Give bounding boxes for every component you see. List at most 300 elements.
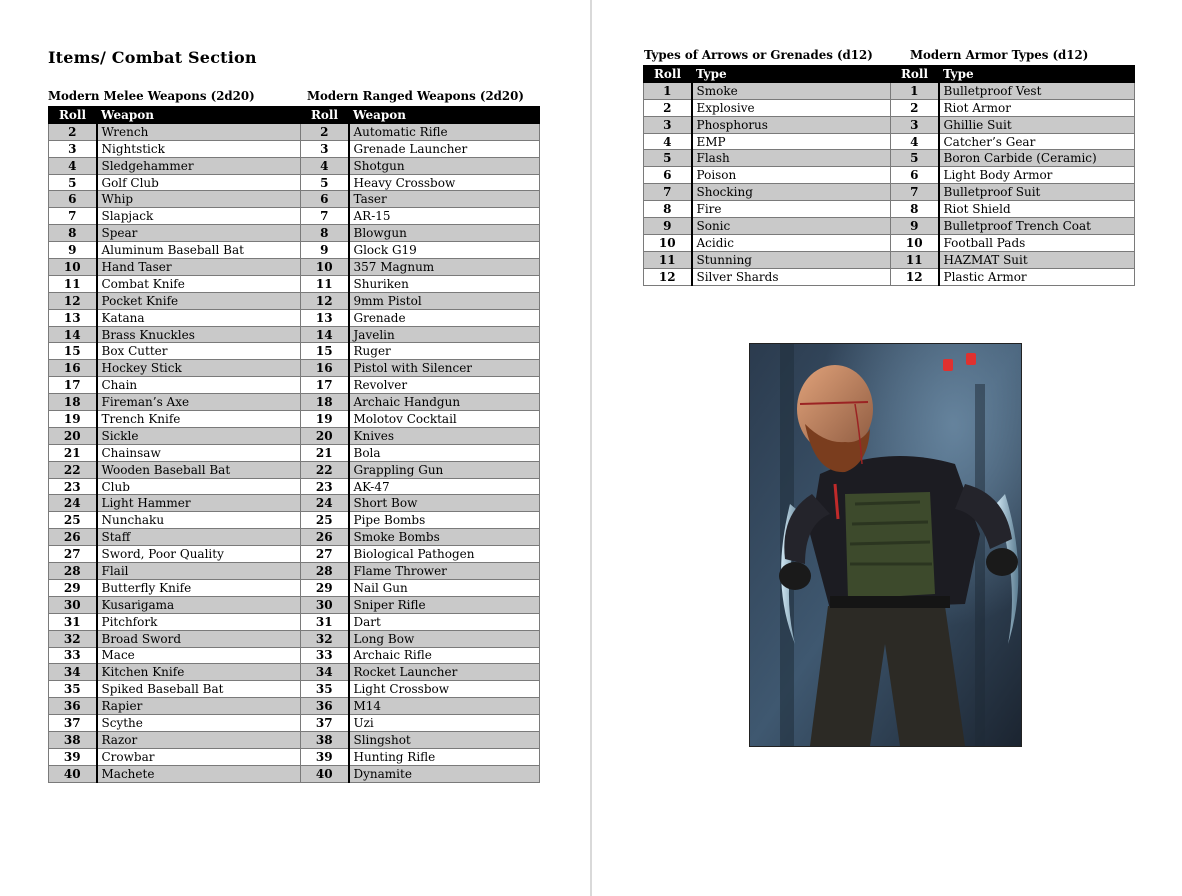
roll-cell: 11 <box>49 275 97 292</box>
table-row <box>301 411 540 428</box>
roll-cell: 31 <box>301 613 349 630</box>
roll-cell: 28 <box>301 563 349 580</box>
table-row <box>49 563 301 580</box>
table-row <box>49 478 301 495</box>
header-roll: Roll <box>891 66 939 83</box>
roll-cell: 15 <box>49 343 97 360</box>
roll-cell: 18 <box>301 394 349 411</box>
item-cell: EMP <box>692 133 891 150</box>
table-row <box>301 647 540 664</box>
roll-cell: 2 <box>49 123 97 140</box>
roll-cell: 4 <box>891 133 939 150</box>
table-row <box>301 444 540 461</box>
item-cell: Dynamite <box>349 765 540 782</box>
roll-cell: 15 <box>301 343 349 360</box>
table-row <box>644 150 891 167</box>
table-row <box>49 292 301 309</box>
roll-cell: 32 <box>49 630 97 647</box>
item-cell: Light Crossbow <box>349 681 540 698</box>
item-cell: Automatic Rifle <box>349 123 540 140</box>
item-cell: Archaic Handgun <box>349 394 540 411</box>
item-cell: Biological Pathogen <box>349 546 540 563</box>
roll-cell: 29 <box>49 579 97 596</box>
table-row <box>644 234 891 251</box>
roll-cell: 23 <box>49 478 97 495</box>
header-name: Type <box>939 66 1135 83</box>
roll-cell: 38 <box>301 731 349 748</box>
item-cell: Stunning <box>692 251 891 268</box>
item-cell: Bulletproof Trench Coat <box>939 218 1135 235</box>
section-title: Items/ Combat Section <box>48 48 257 67</box>
roll-cell: 7 <box>891 184 939 201</box>
item-cell: M14 <box>349 698 540 715</box>
item-cell: Aluminum Baseball Bat <box>97 242 301 259</box>
roll-cell: 31 <box>49 613 97 630</box>
item-cell: Ruger <box>349 343 540 360</box>
roll-cell: 25 <box>301 512 349 529</box>
table-row <box>644 167 891 184</box>
table-row <box>301 596 540 613</box>
table-row <box>49 427 301 444</box>
table-row <box>891 251 1135 268</box>
roll-cell: 26 <box>301 529 349 546</box>
roll-cell: 5 <box>891 150 939 167</box>
roll-cell: 5 <box>301 174 349 191</box>
item-cell: Flash <box>692 150 891 167</box>
table-row <box>49 275 301 292</box>
roll-cell: 33 <box>49 647 97 664</box>
roll-cell: 17 <box>49 377 97 394</box>
item-cell: Long Bow <box>349 630 540 647</box>
item-cell: Molotov Cocktail <box>349 411 540 428</box>
item-cell: Sledgehammer <box>97 157 301 174</box>
item-cell: 9mm Pistol <box>349 292 540 309</box>
table-row <box>301 546 540 563</box>
roll-cell: 20 <box>301 427 349 444</box>
roll-cell: 24 <box>49 495 97 512</box>
table-row <box>49 748 301 765</box>
item-cell: Crowbar <box>97 748 301 765</box>
table-row <box>49 411 301 428</box>
item-cell: Whip <box>97 191 301 208</box>
roll-cell: 33 <box>301 647 349 664</box>
table-header-row <box>644 66 891 83</box>
item-cell: Pitchfork <box>97 613 301 630</box>
table-row <box>49 444 301 461</box>
item-cell: Spear <box>97 225 301 242</box>
roll-cell: 22 <box>301 461 349 478</box>
roll-cell: 7 <box>644 184 692 201</box>
table-row <box>301 225 540 242</box>
roll-cell: 12 <box>644 268 692 285</box>
table-row <box>49 613 301 630</box>
item-cell: Grappling Gun <box>349 461 540 478</box>
table-row <box>49 664 301 681</box>
item-cell: Sickle <box>97 427 301 444</box>
table-header-row <box>301 107 540 124</box>
table-row <box>301 715 540 732</box>
roll-cell: 27 <box>49 546 97 563</box>
item-cell: Light Hammer <box>97 495 301 512</box>
table-row <box>49 461 301 478</box>
item-cell: Flail <box>97 563 301 580</box>
roll-cell: 6 <box>301 191 349 208</box>
table-row <box>301 681 540 698</box>
item-cell: AR-15 <box>349 208 540 225</box>
item-cell: Heavy Crossbow <box>349 174 540 191</box>
table-row <box>49 731 301 748</box>
table-row <box>301 242 540 259</box>
roll-cell: 12 <box>49 292 97 309</box>
table-row <box>49 123 301 140</box>
roll-cell: 8 <box>891 201 939 218</box>
item-cell: Grenade Launcher <box>349 140 540 157</box>
table-row <box>301 259 540 276</box>
table-row <box>301 698 540 715</box>
roll-cell: 10 <box>301 259 349 276</box>
roll-cell: 10 <box>891 234 939 251</box>
item-cell: Shuriken <box>349 275 540 292</box>
item-cell: Kusarigama <box>97 596 301 613</box>
table-row <box>301 748 540 765</box>
roll-cell: 2 <box>891 99 939 116</box>
roll-cell: 9 <box>301 242 349 259</box>
table-row <box>891 167 1135 184</box>
table-row <box>301 512 540 529</box>
roll-cell: 12 <box>301 292 349 309</box>
roll-cell: 32 <box>301 630 349 647</box>
table-row <box>301 191 540 208</box>
header-roll: Roll <box>301 107 349 124</box>
roll-cell: 36 <box>49 698 97 715</box>
table-row <box>891 184 1135 201</box>
arrows-table-heading: Types of Arrows or Grenades (d12) <box>644 48 873 62</box>
roll-cell: 10 <box>644 234 692 251</box>
roll-cell: 9 <box>891 218 939 235</box>
item-cell: Ghillie Suit <box>939 116 1135 133</box>
table-row <box>891 99 1135 116</box>
item-cell: Hand Taser <box>97 259 301 276</box>
item-cell: Wooden Baseball Bat <box>97 461 301 478</box>
roll-cell: 19 <box>301 411 349 428</box>
table-row <box>891 116 1135 133</box>
table-row <box>644 251 891 268</box>
table-row <box>301 292 540 309</box>
item-cell: Acidic <box>692 234 891 251</box>
item-cell: Rapier <box>97 698 301 715</box>
table-row <box>49 630 301 647</box>
item-cell: Taser <box>349 191 540 208</box>
item-cell: Revolver <box>349 377 540 394</box>
table-row <box>301 664 540 681</box>
table-row <box>644 116 891 133</box>
roll-cell: 21 <box>49 444 97 461</box>
table-row <box>644 82 891 99</box>
table-row <box>301 123 540 140</box>
item-cell: Light Body Armor <box>939 167 1135 184</box>
item-cell: AK-47 <box>349 478 540 495</box>
item-cell: Shotgun <box>349 157 540 174</box>
item-cell: Bola <box>349 444 540 461</box>
roll-cell: 22 <box>49 461 97 478</box>
melee-table-heading: Modern Melee Weapons (2d20) <box>48 89 255 103</box>
table-row <box>891 201 1135 218</box>
table-row <box>49 343 301 360</box>
table-row <box>301 174 540 191</box>
table-row <box>301 309 540 326</box>
item-cell: Silver Shards <box>692 268 891 285</box>
table-row <box>891 268 1135 285</box>
roll-cell: 30 <box>301 596 349 613</box>
item-cell: Pocket Knife <box>97 292 301 309</box>
roll-cell: 13 <box>49 309 97 326</box>
item-cell: Pistol with Silencer <box>349 360 540 377</box>
table-row <box>49 259 301 276</box>
table-row <box>301 343 540 360</box>
item-cell: Explosive <box>692 99 891 116</box>
roll-cell: 2 <box>301 123 349 140</box>
roll-cell: 3 <box>891 116 939 133</box>
table-row <box>301 765 540 782</box>
item-cell: Machete <box>97 765 301 782</box>
item-cell: Butterfly Knife <box>97 579 301 596</box>
item-cell: Riot Armor <box>939 99 1135 116</box>
table-row <box>49 326 301 343</box>
roll-cell: 28 <box>49 563 97 580</box>
item-cell: Nightstick <box>97 140 301 157</box>
table-row <box>644 99 891 116</box>
table-row <box>301 157 540 174</box>
roll-cell: 7 <box>49 208 97 225</box>
roll-cell: 6 <box>49 191 97 208</box>
roll-cell: 8 <box>644 201 692 218</box>
item-cell: Smoke <box>692 82 891 99</box>
table-row <box>49 140 301 157</box>
item-cell: Sniper Rifle <box>349 596 540 613</box>
item-cell: Grenade <box>349 309 540 326</box>
roll-cell: 12 <box>891 268 939 285</box>
table-row <box>301 495 540 512</box>
roll-cell: 14 <box>301 326 349 343</box>
table-row <box>301 613 540 630</box>
roll-cell: 19 <box>49 411 97 428</box>
table-row <box>301 394 540 411</box>
table-row <box>301 377 540 394</box>
roll-cell: 35 <box>49 681 97 698</box>
table-row <box>301 563 540 580</box>
table-row <box>301 731 540 748</box>
roll-cell: 27 <box>301 546 349 563</box>
table-header-row <box>891 66 1135 83</box>
item-cell: Brass Knuckles <box>97 326 301 343</box>
roll-cell: 5 <box>49 174 97 191</box>
table-row <box>301 478 540 495</box>
roll-cell: 16 <box>301 360 349 377</box>
roll-cell: 26 <box>49 529 97 546</box>
item-cell: 357 Magnum <box>349 259 540 276</box>
roll-cell: 40 <box>301 765 349 782</box>
table-row <box>49 715 301 732</box>
table-row <box>49 191 301 208</box>
melee-weapons-table <box>48 106 301 783</box>
table-row <box>301 275 540 292</box>
roll-cell: 9 <box>644 218 692 235</box>
item-cell: Sonic <box>692 218 891 235</box>
item-cell: Nail Gun <box>349 579 540 596</box>
ranged-table-heading: Modern Ranged Weapons (2d20) <box>307 89 524 103</box>
item-cell: Golf Club <box>97 174 301 191</box>
table-row <box>891 150 1135 167</box>
roll-cell: 8 <box>301 225 349 242</box>
table-row <box>49 495 301 512</box>
item-cell: Catcher’s Gear <box>939 133 1135 150</box>
item-cell: Poison <box>692 167 891 184</box>
table-row <box>644 268 891 285</box>
table-row <box>891 218 1135 235</box>
table-row <box>49 309 301 326</box>
roll-cell: 11 <box>891 251 939 268</box>
item-cell: Plastic Armor <box>939 268 1135 285</box>
item-cell: Katana <box>97 309 301 326</box>
roll-cell: 1 <box>891 82 939 99</box>
roll-cell: 13 <box>301 309 349 326</box>
roll-cell: 17 <box>301 377 349 394</box>
item-cell: Knives <box>349 427 540 444</box>
item-cell: Football Pads <box>939 234 1135 251</box>
table-row <box>49 208 301 225</box>
table-row <box>49 157 301 174</box>
item-cell: Blowgun <box>349 225 540 242</box>
roll-cell: 8 <box>49 225 97 242</box>
roll-cell: 14 <box>49 326 97 343</box>
item-cell: Javelin <box>349 326 540 343</box>
item-cell: Nunchaku <box>97 512 301 529</box>
roll-cell: 34 <box>49 664 97 681</box>
item-cell: Razor <box>97 731 301 748</box>
table-row <box>49 242 301 259</box>
roll-cell: 38 <box>49 731 97 748</box>
arrows-grenades-table <box>643 65 891 286</box>
table-row <box>644 201 891 218</box>
roll-cell: 6 <box>644 167 692 184</box>
roll-cell: 18 <box>49 394 97 411</box>
roll-cell: 10 <box>49 259 97 276</box>
header-name: Weapon <box>349 107 540 124</box>
item-cell: Spiked Baseball Bat <box>97 681 301 698</box>
roll-cell: 20 <box>49 427 97 444</box>
table-row <box>49 698 301 715</box>
item-cell: Rocket Launcher <box>349 664 540 681</box>
item-cell: Riot Shield <box>939 201 1135 218</box>
roll-cell: 25 <box>49 512 97 529</box>
item-cell: Staff <box>97 529 301 546</box>
item-cell: Short Bow <box>349 495 540 512</box>
table-row <box>49 579 301 596</box>
table-header-row <box>49 107 301 124</box>
roll-cell: 4 <box>49 157 97 174</box>
item-cell: Trench Knife <box>97 411 301 428</box>
item-cell: Flame Thrower <box>349 563 540 580</box>
item-cell: Slapjack <box>97 208 301 225</box>
roll-cell: 29 <box>301 579 349 596</box>
roll-cell: 4 <box>644 133 692 150</box>
table-row <box>301 579 540 596</box>
table-row <box>49 512 301 529</box>
roll-cell: 37 <box>301 715 349 732</box>
item-cell: Broad Sword <box>97 630 301 647</box>
table-row <box>301 427 540 444</box>
item-cell: Phosphorus <box>692 116 891 133</box>
armor-types-table <box>890 65 1135 286</box>
roll-cell: 2 <box>644 99 692 116</box>
roll-cell: 30 <box>49 596 97 613</box>
item-cell: Mace <box>97 647 301 664</box>
header-roll: Roll <box>49 107 97 124</box>
roll-cell: 40 <box>49 765 97 782</box>
item-cell: Kitchen Knife <box>97 664 301 681</box>
ranged-weapons-table <box>300 106 540 783</box>
table-row <box>891 234 1135 251</box>
roll-cell: 6 <box>891 167 939 184</box>
roll-cell: 21 <box>301 444 349 461</box>
roll-cell: 3 <box>644 116 692 133</box>
table-row <box>891 133 1135 150</box>
roll-cell: 24 <box>301 495 349 512</box>
roll-cell: 39 <box>301 748 349 765</box>
roll-cell: 11 <box>301 275 349 292</box>
roll-cell: 37 <box>49 715 97 732</box>
item-cell: HAZMAT Suit <box>939 251 1135 268</box>
table-row <box>49 360 301 377</box>
roll-cell: 3 <box>49 140 97 157</box>
item-cell: Slingshot <box>349 731 540 748</box>
table-row <box>49 377 301 394</box>
roll-cell: 11 <box>644 251 692 268</box>
roll-cell: 23 <box>301 478 349 495</box>
table-row <box>49 681 301 698</box>
header-name: Type <box>692 66 891 83</box>
roll-cell: 35 <box>301 681 349 698</box>
item-cell: Sword, Poor Quality <box>97 546 301 563</box>
table-row <box>49 765 301 782</box>
item-cell: Chainsaw <box>97 444 301 461</box>
item-cell: Scythe <box>97 715 301 732</box>
table-row <box>49 647 301 664</box>
roll-cell: 7 <box>301 208 349 225</box>
item-cell: Fire <box>692 201 891 218</box>
table-row <box>49 596 301 613</box>
table-row <box>49 546 301 563</box>
table-row <box>644 218 891 235</box>
roll-cell: 16 <box>49 360 97 377</box>
item-cell: Club <box>97 478 301 495</box>
roll-cell: 9 <box>49 242 97 259</box>
table-row <box>49 174 301 191</box>
table-row <box>301 326 540 343</box>
table-row <box>644 133 891 150</box>
armor-table-heading: Modern Armor Types (d12) <box>910 48 1089 62</box>
table-row <box>301 208 540 225</box>
roll-cell: 36 <box>301 698 349 715</box>
item-cell: Bulletproof Vest <box>939 82 1135 99</box>
header-roll: Roll <box>644 66 692 83</box>
item-cell: Hunting Rifle <box>349 748 540 765</box>
item-cell: Fireman’s Axe <box>97 394 301 411</box>
roll-cell: 34 <box>301 664 349 681</box>
item-cell: Boron Carbide (Ceramic) <box>939 150 1135 167</box>
table-row <box>301 529 540 546</box>
roll-cell: 1 <box>644 82 692 99</box>
